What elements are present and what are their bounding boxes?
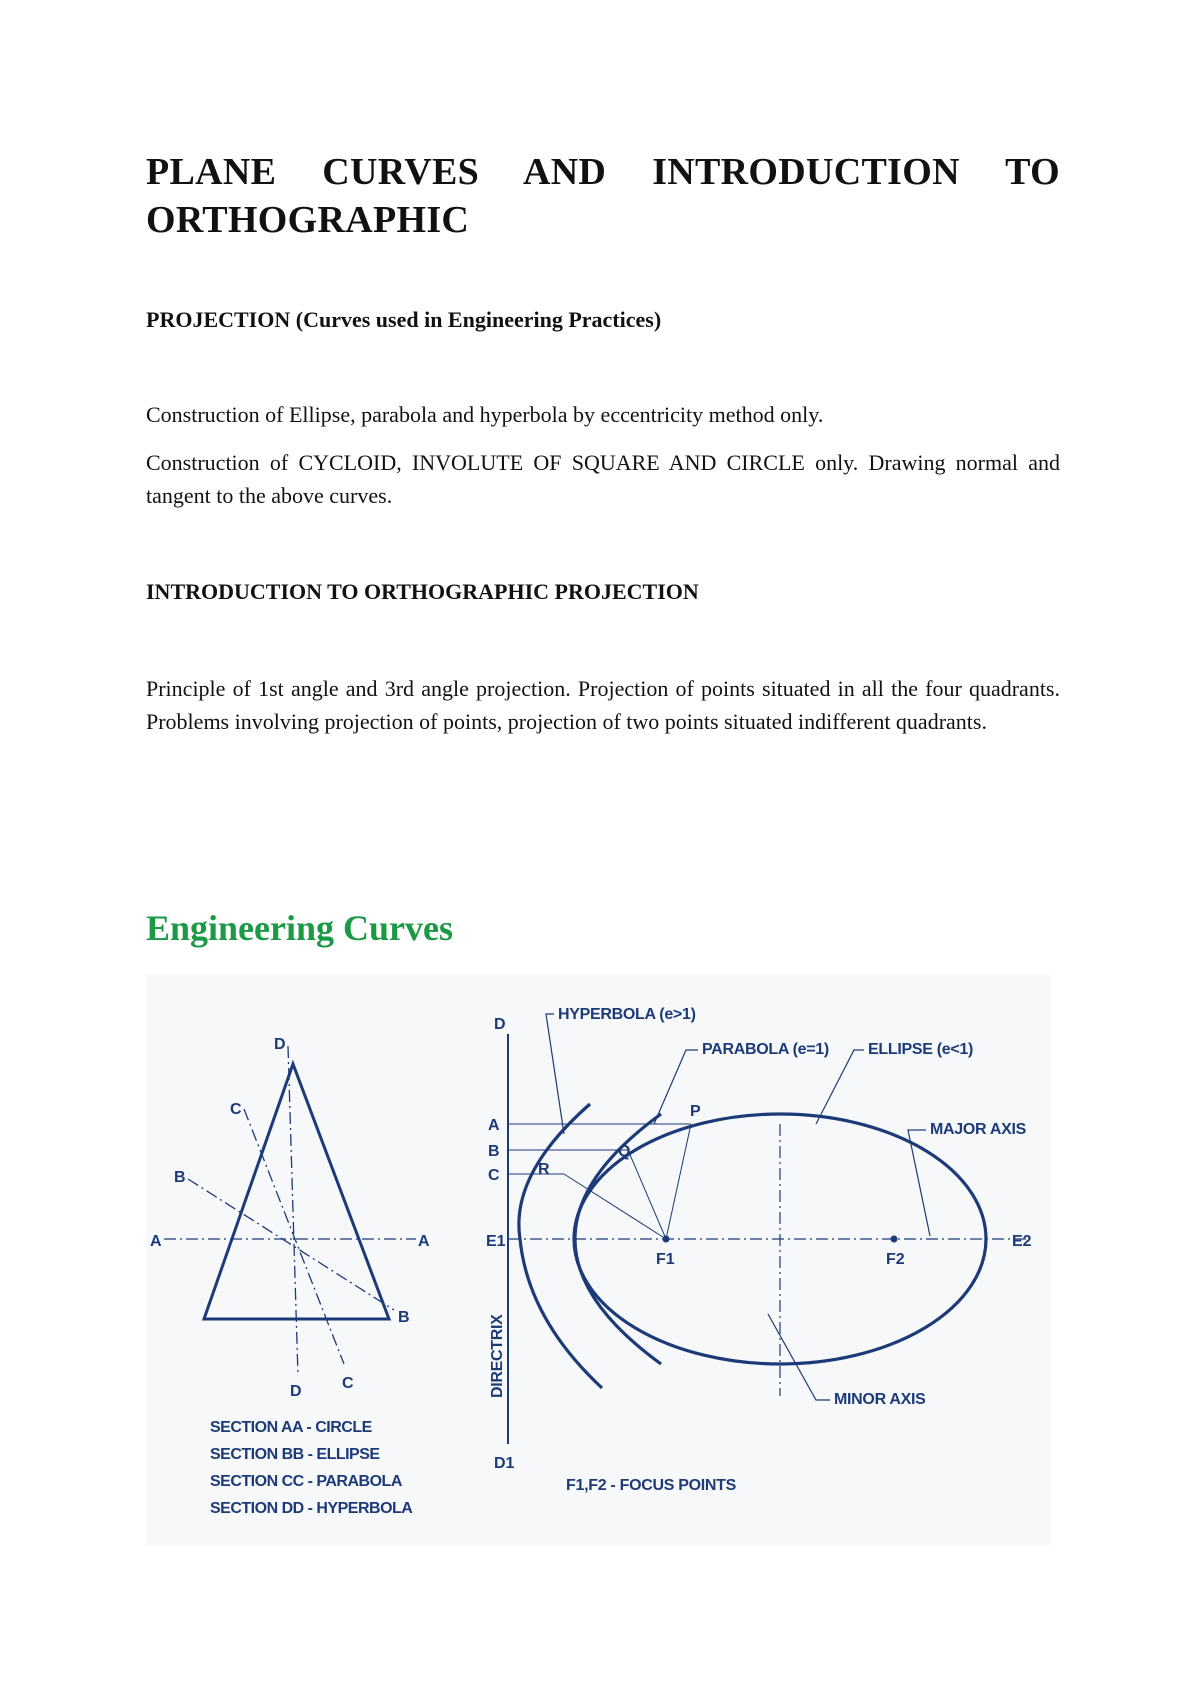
curve-labels xyxy=(489,1006,1027,1494)
section-line-dd xyxy=(288,1046,298,1376)
label-ellipse: ELLIPSE (e<1) xyxy=(868,1041,974,1058)
label-b-right: B xyxy=(398,1309,410,1326)
label-d1: D1 xyxy=(494,1455,515,1472)
label-a-right: A xyxy=(418,1233,430,1250)
heading-bold-part: PROJECTION xyxy=(146,307,291,332)
label-focus-points: F1,F2 - FOCUS POINTS xyxy=(566,1477,737,1494)
heading-paren-part: (Curves used in Engineering Practices) xyxy=(295,307,662,332)
leader-minor-axis xyxy=(768,1314,830,1400)
label-d-bottom: D xyxy=(290,1383,302,1400)
label-a: A xyxy=(488,1117,500,1134)
label-d-top: D xyxy=(274,1036,286,1053)
focus-line-p xyxy=(666,1124,691,1239)
label-c: C xyxy=(488,1167,500,1184)
leader-ellipse xyxy=(816,1050,864,1124)
label-d: D xyxy=(494,1016,506,1033)
label-c-top: C xyxy=(230,1101,242,1118)
label-p: P xyxy=(690,1103,701,1120)
label-b-left: B xyxy=(174,1169,186,1186)
cone-diagram xyxy=(164,1046,416,1376)
hyperbola-curve xyxy=(519,1104,602,1388)
section-heading-projection xyxy=(146,306,1060,334)
focus-line-q xyxy=(628,1150,666,1239)
label-parabola: PARABOLA (e=1) xyxy=(702,1041,829,1058)
curves-diagram xyxy=(146,974,1050,1546)
section-legend-item: SECTION CC - PARABOLA xyxy=(210,1473,402,1490)
label-hyperbola: HYPERBOLA (e>1) xyxy=(558,1006,696,1023)
label-f2: F2 xyxy=(886,1251,905,1268)
paragraph-eccentricity: Construction of Ellipse, parabola and hyperbola by eccentricity method only. xyxy=(146,402,824,427)
paragraph-projection-principles: Principle of 1st angle and 3rd angle projection. Projection of points situated in all the four quadrants. Problems involving projection of points, projection of two points situated indifferent quadrants. xyxy=(146,676,1060,734)
page-title: PLANE CURVES AND INTRODUCTION TO ORTHOGRAPHIC xyxy=(146,151,1060,241)
figure-heading: Engineering Curves xyxy=(146,908,454,948)
section-line-bb xyxy=(188,1179,394,1310)
leader-hyperbola xyxy=(546,1014,564,1134)
label-c-bottom: C xyxy=(342,1375,354,1392)
label-r: R xyxy=(538,1161,550,1178)
label-major-axis: MAJOR AXIS xyxy=(930,1121,1026,1138)
label-f1: F1 xyxy=(656,1251,675,1268)
curves-drawing xyxy=(508,1014,1026,1444)
engineering-curves-figure xyxy=(146,974,1050,1546)
focus-point-f2 xyxy=(891,1236,897,1242)
section-legend-item: SECTION BB - ELLIPSE xyxy=(210,1446,380,1463)
section-legend-item: SECTION AA - CIRCLE xyxy=(210,1419,372,1436)
section-line-cc xyxy=(244,1109,344,1364)
label-e2: E2 xyxy=(1012,1233,1032,1250)
focus-point-f1 xyxy=(663,1236,669,1242)
section-heading-orthographic: INTRODUCTION TO ORTHOGRAPHIC PROJECTION xyxy=(146,579,699,604)
label-q: Q xyxy=(618,1143,631,1160)
label-directrix: DIRECTRIX xyxy=(489,1314,506,1398)
section-legend-item: SECTION DD - HYPERBOLA xyxy=(210,1500,413,1517)
label-minor-axis: MINOR AXIS xyxy=(834,1391,926,1408)
point-labels xyxy=(486,1016,1032,1472)
paragraph-cycloid: Construction of CYCLOID, INVOLUTE OF SQUARE AND CIRCLE only. Drawing normal and tangent to the above curves. xyxy=(146,450,1060,508)
section-legend xyxy=(210,1419,413,1517)
label-e1: E1 xyxy=(486,1233,506,1250)
label-a-left: A xyxy=(150,1233,162,1250)
label-b: B xyxy=(488,1143,500,1160)
